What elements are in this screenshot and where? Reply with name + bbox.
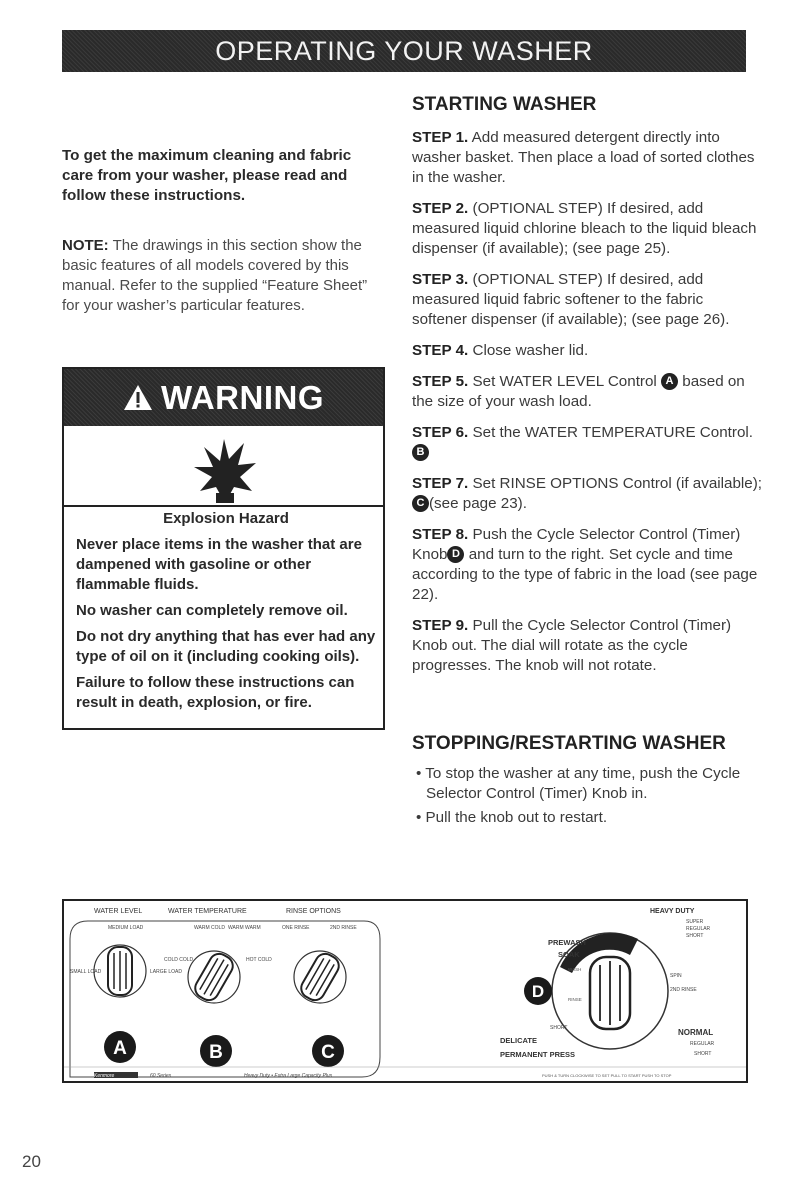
step-item: STEP 1. Add measured detergent directly into washer basket. Then place a load of sorted clothes in the washer.: [412, 129, 755, 186]
warning-line: Never place items in the washer that are dampened with gasoline or other flammable fluids.: [76, 536, 362, 593]
cycle-normal: NORMAL: [678, 1028, 714, 1037]
stopping-list: [412, 764, 762, 832]
level-small: SMALL LOAD: [70, 969, 102, 975]
rinse-options-label: RINSE OPTIONS: [286, 908, 341, 915]
step-item: STEP 7. Set RINSE OPTIONS Control (if available);C (see page 23).: [412, 475, 763, 512]
note-text: [62, 236, 377, 316]
rinse-options-knob[interactable]: [294, 950, 346, 1004]
temp-warm-warm: WARM WARM: [228, 925, 261, 931]
control-panel-illustration: [62, 899, 748, 1083]
warning-line: Do not dry anything that has ever had any type of oil on it (including cooking oils).: [76, 628, 376, 665]
cycle-regular-2: REGULAR: [690, 1041, 715, 1047]
temp-warm-cold: WARM COLD: [194, 925, 225, 931]
badge-d-icon: D: [447, 546, 464, 563]
control-panel-drawing: [64, 901, 746, 1081]
cycle-short-2: SHORT: [550, 1025, 568, 1031]
level-large: LARGE LOAD: [150, 969, 182, 975]
explosion-icon: [194, 437, 256, 503]
badge-c-letter: C: [321, 1042, 335, 1063]
cycle-2nd-rinse: 2ND RINSE: [670, 987, 697, 993]
bullet-item: • To stop the washer at any time, push the Cycle Selector Control (Timer) Knob in.: [416, 765, 741, 802]
temp-hot-cold: HOT COLD: [246, 957, 272, 963]
cycle-spin: SPIN: [670, 973, 682, 979]
badge-d-letter: D: [531, 982, 545, 1001]
note-label: NOTE:: [62, 237, 109, 254]
dial-instructions: PUSH & TURN CLOCKWISE TO SET PULL TO START PUSH TO STOP: [542, 1073, 672, 1078]
water-level-knob[interactable]: [94, 945, 146, 997]
note-body: The drawings in this section show the basic features of all models covered by this manual. Refer to the supplied “Feature Sheet” for your washer’s particular features.: [62, 237, 368, 314]
stopping-heading: STOPPING/RESTARTING WASHER: [412, 733, 726, 754]
cycle-permanent-press: PERMANENT PRESS: [500, 1050, 576, 1059]
warning-body: [76, 509, 376, 719]
cycle-prewash: PREWASH: [548, 938, 586, 947]
cycle-wash: WASH: [568, 967, 582, 972]
badge-a-icon: A: [661, 373, 678, 390]
rinse-one: ONE RINSE: [282, 925, 310, 931]
rinse-two: 2ND RINSE: [330, 925, 357, 931]
section-title: OPERATING YOUR WASHER: [215, 35, 593, 66]
water-temperature-knob[interactable]: [188, 950, 240, 1004]
feature-label: Heavy Duty • Extra Large Capacity Plus: [244, 1073, 333, 1079]
warning-triangle-icon: [123, 384, 153, 411]
cycle-delicate: DELICATE: [500, 1036, 537, 1045]
series-label: 60 Series: [150, 1073, 172, 1079]
warning-line: No washer can completely remove oil.: [76, 602, 348, 619]
step-item: STEP 3. (OPTIONAL STEP) If desired, add measured liquid fabric softener to the fabric softener dispenser (if available); (see page 26).: [412, 271, 730, 328]
step-item: STEP 2. (OPTIONAL STEP) If desired, add measured liquid chlorine bleach to the liquid bleach dispenser (if available); (see page 25).: [412, 200, 757, 257]
cycle-regular: REGULAR: [686, 926, 711, 932]
step-item: STEP 5. Set WATER LEVEL Control A based on the size of your wash load.: [412, 373, 745, 410]
starting-heading: STARTING WASHER: [412, 94, 597, 115]
temp-cold-cold: COLD COLD: [164, 957, 194, 963]
intro-text: To get the maximum cleaning and fabric care from your washer, please read and follow these instructions.: [62, 147, 352, 204]
warning-header: [64, 369, 383, 426]
cycle-super: SUPER: [686, 919, 704, 925]
step-item: STEP 9. Pull the Cycle Selector Control (Timer) Knob out. The dial will rotate as the cycle progresses. The knob will not rotate.: [412, 617, 732, 674]
step-item: STEP 4. Close washer lid.: [412, 342, 589, 359]
level-medium: MEDIUM LOAD: [108, 925, 144, 931]
warning-title: WARNING: [161, 378, 324, 416]
step-item: STEP 8. Push the Cycle Selector Control (Timer) Knob D and turn to the right. Set cycle and time according to the type of fabric in the load (see page 22).: [412, 526, 758, 603]
warning-divider: [64, 505, 383, 507]
badge-c-icon: C: [412, 495, 429, 512]
cycle-soak: SOAK: [558, 950, 580, 959]
bullet-item: • Pull the knob out to restart.: [416, 809, 608, 826]
hazard-title: Explosion Hazard: [163, 510, 289, 527]
cycle-short: SHORT: [686, 933, 704, 939]
badge-a-letter: A: [113, 1038, 127, 1059]
page-number: 20: [22, 1152, 41, 1171]
water-temperature-label: WATER TEMPERATURE: [168, 908, 247, 915]
cycle-rinse: RINSE: [568, 997, 582, 1002]
cycle-heavy-duty: HEAVY DUTY: [650, 908, 695, 915]
badge-b-letter: B: [209, 1042, 223, 1063]
section-title-banner: [62, 30, 746, 72]
warning-box: [62, 367, 385, 730]
steps-list: [412, 128, 762, 687]
cycle-short-3: SHORT: [694, 1051, 712, 1057]
step-item: STEP 6. Set the WATER TEMPERATURE Control. B: [412, 423, 762, 463]
cycle-selector-knob[interactable]: [590, 957, 630, 1029]
warning-line: Failure to follow these instructions can result in death, explosion, or fire.: [76, 674, 355, 711]
water-level-label: WATER LEVEL: [94, 908, 143, 915]
badge-b-icon: B: [412, 444, 429, 461]
brand-logo-text: Kenmore: [94, 1073, 115, 1079]
